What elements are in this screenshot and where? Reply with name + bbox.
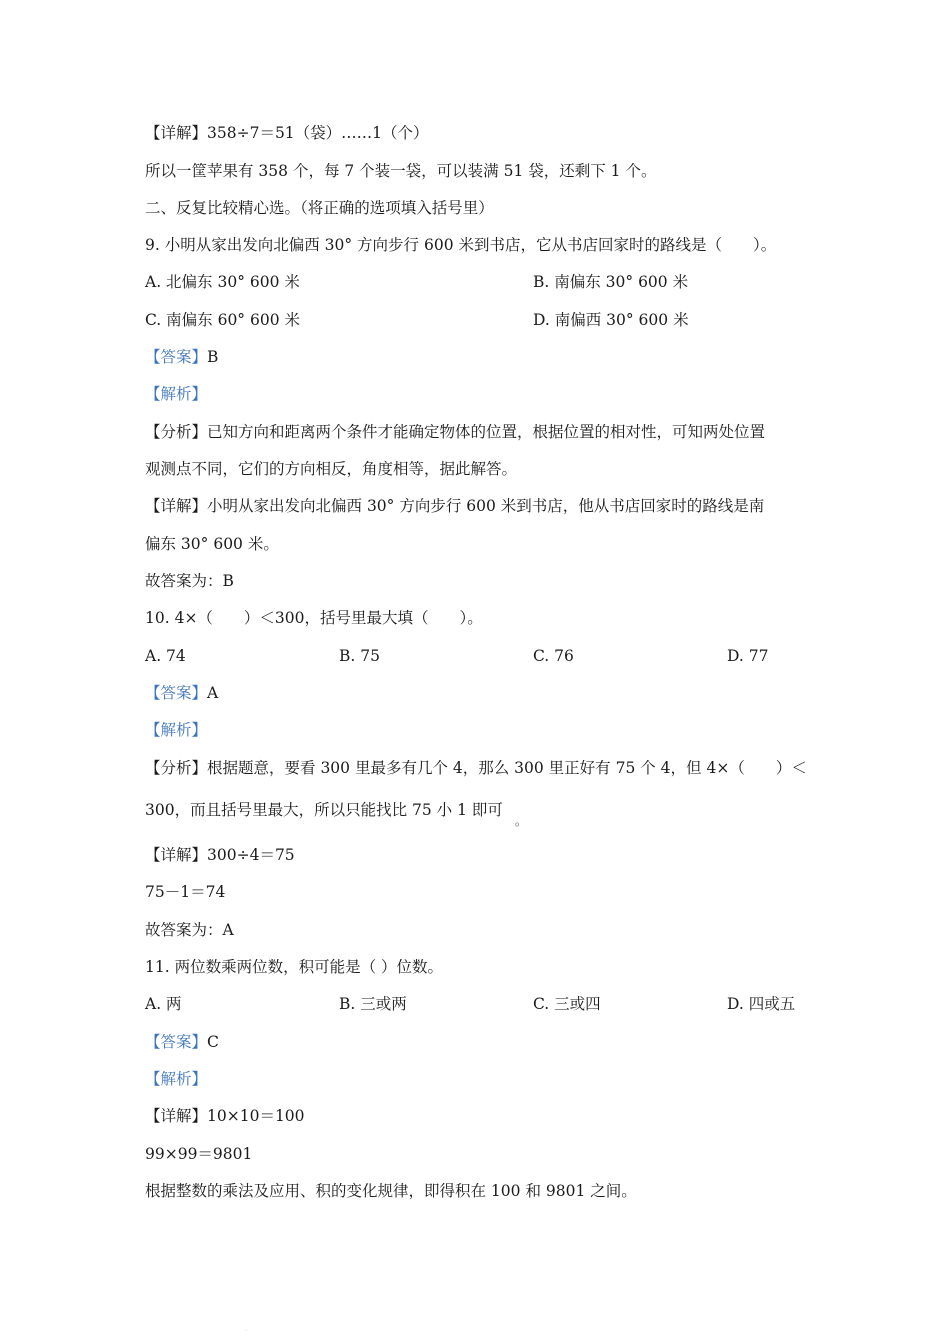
q10-analysis-period: 。: [515, 814, 528, 828]
question-9: 9. 小明从家出发向北偏西 30° 方向步行 600 米到书店，它从书店回家时的路线是（ ）。: [145, 236, 777, 254]
q10-answer: 【答案】A: [145, 684, 219, 702]
question-11: 11. 两位数乘两位数，积可能是（ ）位数。: [145, 958, 444, 976]
q10-option-d: D. 77: [727, 647, 769, 665]
question-10: 10. 4×（ ）＜300，括号里最大填（ ）。: [145, 609, 483, 627]
q9-option-b: B. 南偏东 30° 600 米: [533, 273, 689, 291]
detail-line: 【详解】358÷7＝51（袋）……1（个）: [145, 124, 429, 142]
q10-analysis-1: 【分析】根据题意，要看 300 里最多有几个 4，那么 300 里正好有 75 个 4，但 4×（ ）＜: [145, 759, 807, 777]
q9-analysis-1: 【分析】已知方向和距离两个条件才能确定物体的位置，根据位置的相对性，可知两处位置: [145, 423, 766, 441]
q10-option-a: A. 74: [145, 647, 186, 665]
q10-detail-2: 75－1＝74: [145, 883, 226, 901]
q11-option-a: A. 两: [145, 995, 182, 1013]
q10-detail-1: 【详解】300÷4＝75: [145, 846, 295, 864]
q9-option-a: A. 北偏东 30° 600 米: [145, 273, 300, 291]
q11-answer: 【答案】C: [145, 1033, 219, 1051]
q10-final: 故答案为：A: [145, 921, 234, 939]
q9-analysis-2: 观测点不同，它们的方向相反，角度相等，据此解答。: [145, 460, 518, 478]
q9-answer: 【答案】B: [145, 348, 219, 366]
text-line: 所以一筐苹果有 358 个，每 7 个装一袋，可以装满 51 袋，还剩下 1 个。: [145, 162, 657, 180]
q9-final: 故答案为：B: [145, 572, 234, 590]
q11-conclusion: 根据整数的乘法及应用、积的变化规律，即得积在 100 和 9801 之间。: [145, 1182, 637, 1200]
q9-option-c: C. 南偏东 60° 600 米: [145, 311, 301, 329]
q10-option-c: C. 76: [533, 647, 574, 665]
q11-detail-2: 99×99＝9801: [145, 1145, 253, 1163]
section-heading: 二、反复比较精心选。（将正确的选项填入括号里）: [145, 199, 494, 217]
footer-mark: ·: [245, 1328, 247, 1335]
q11-option-d: D. 四或五: [727, 995, 796, 1013]
q9-analysis-tag: 【解析】: [145, 385, 208, 403]
q9-option-d: D. 南偏西 30° 600 米: [533, 311, 689, 329]
q9-detail-2: 偏东 30° 600 米。: [145, 535, 279, 553]
q11-detail-1: 【详解】10×10＝100: [145, 1107, 305, 1125]
q11-analysis-tag: 【解析】: [145, 1070, 208, 1088]
q11-option-c: C. 三或四: [533, 995, 601, 1013]
q10-option-b: B. 75: [339, 647, 380, 665]
q10-analysis-2: 300，而且括号里最大，所以只能找比 75 小 1 即可: [145, 801, 503, 819]
q9-detail-1: 【详解】小明从家出发向北偏西 30° 方向步行 600 米到书店，他从书店回家时的路线是南: [145, 497, 765, 515]
q10-analysis-tag: 【解析】: [145, 721, 208, 739]
q11-option-b: B. 三或两: [339, 995, 407, 1013]
